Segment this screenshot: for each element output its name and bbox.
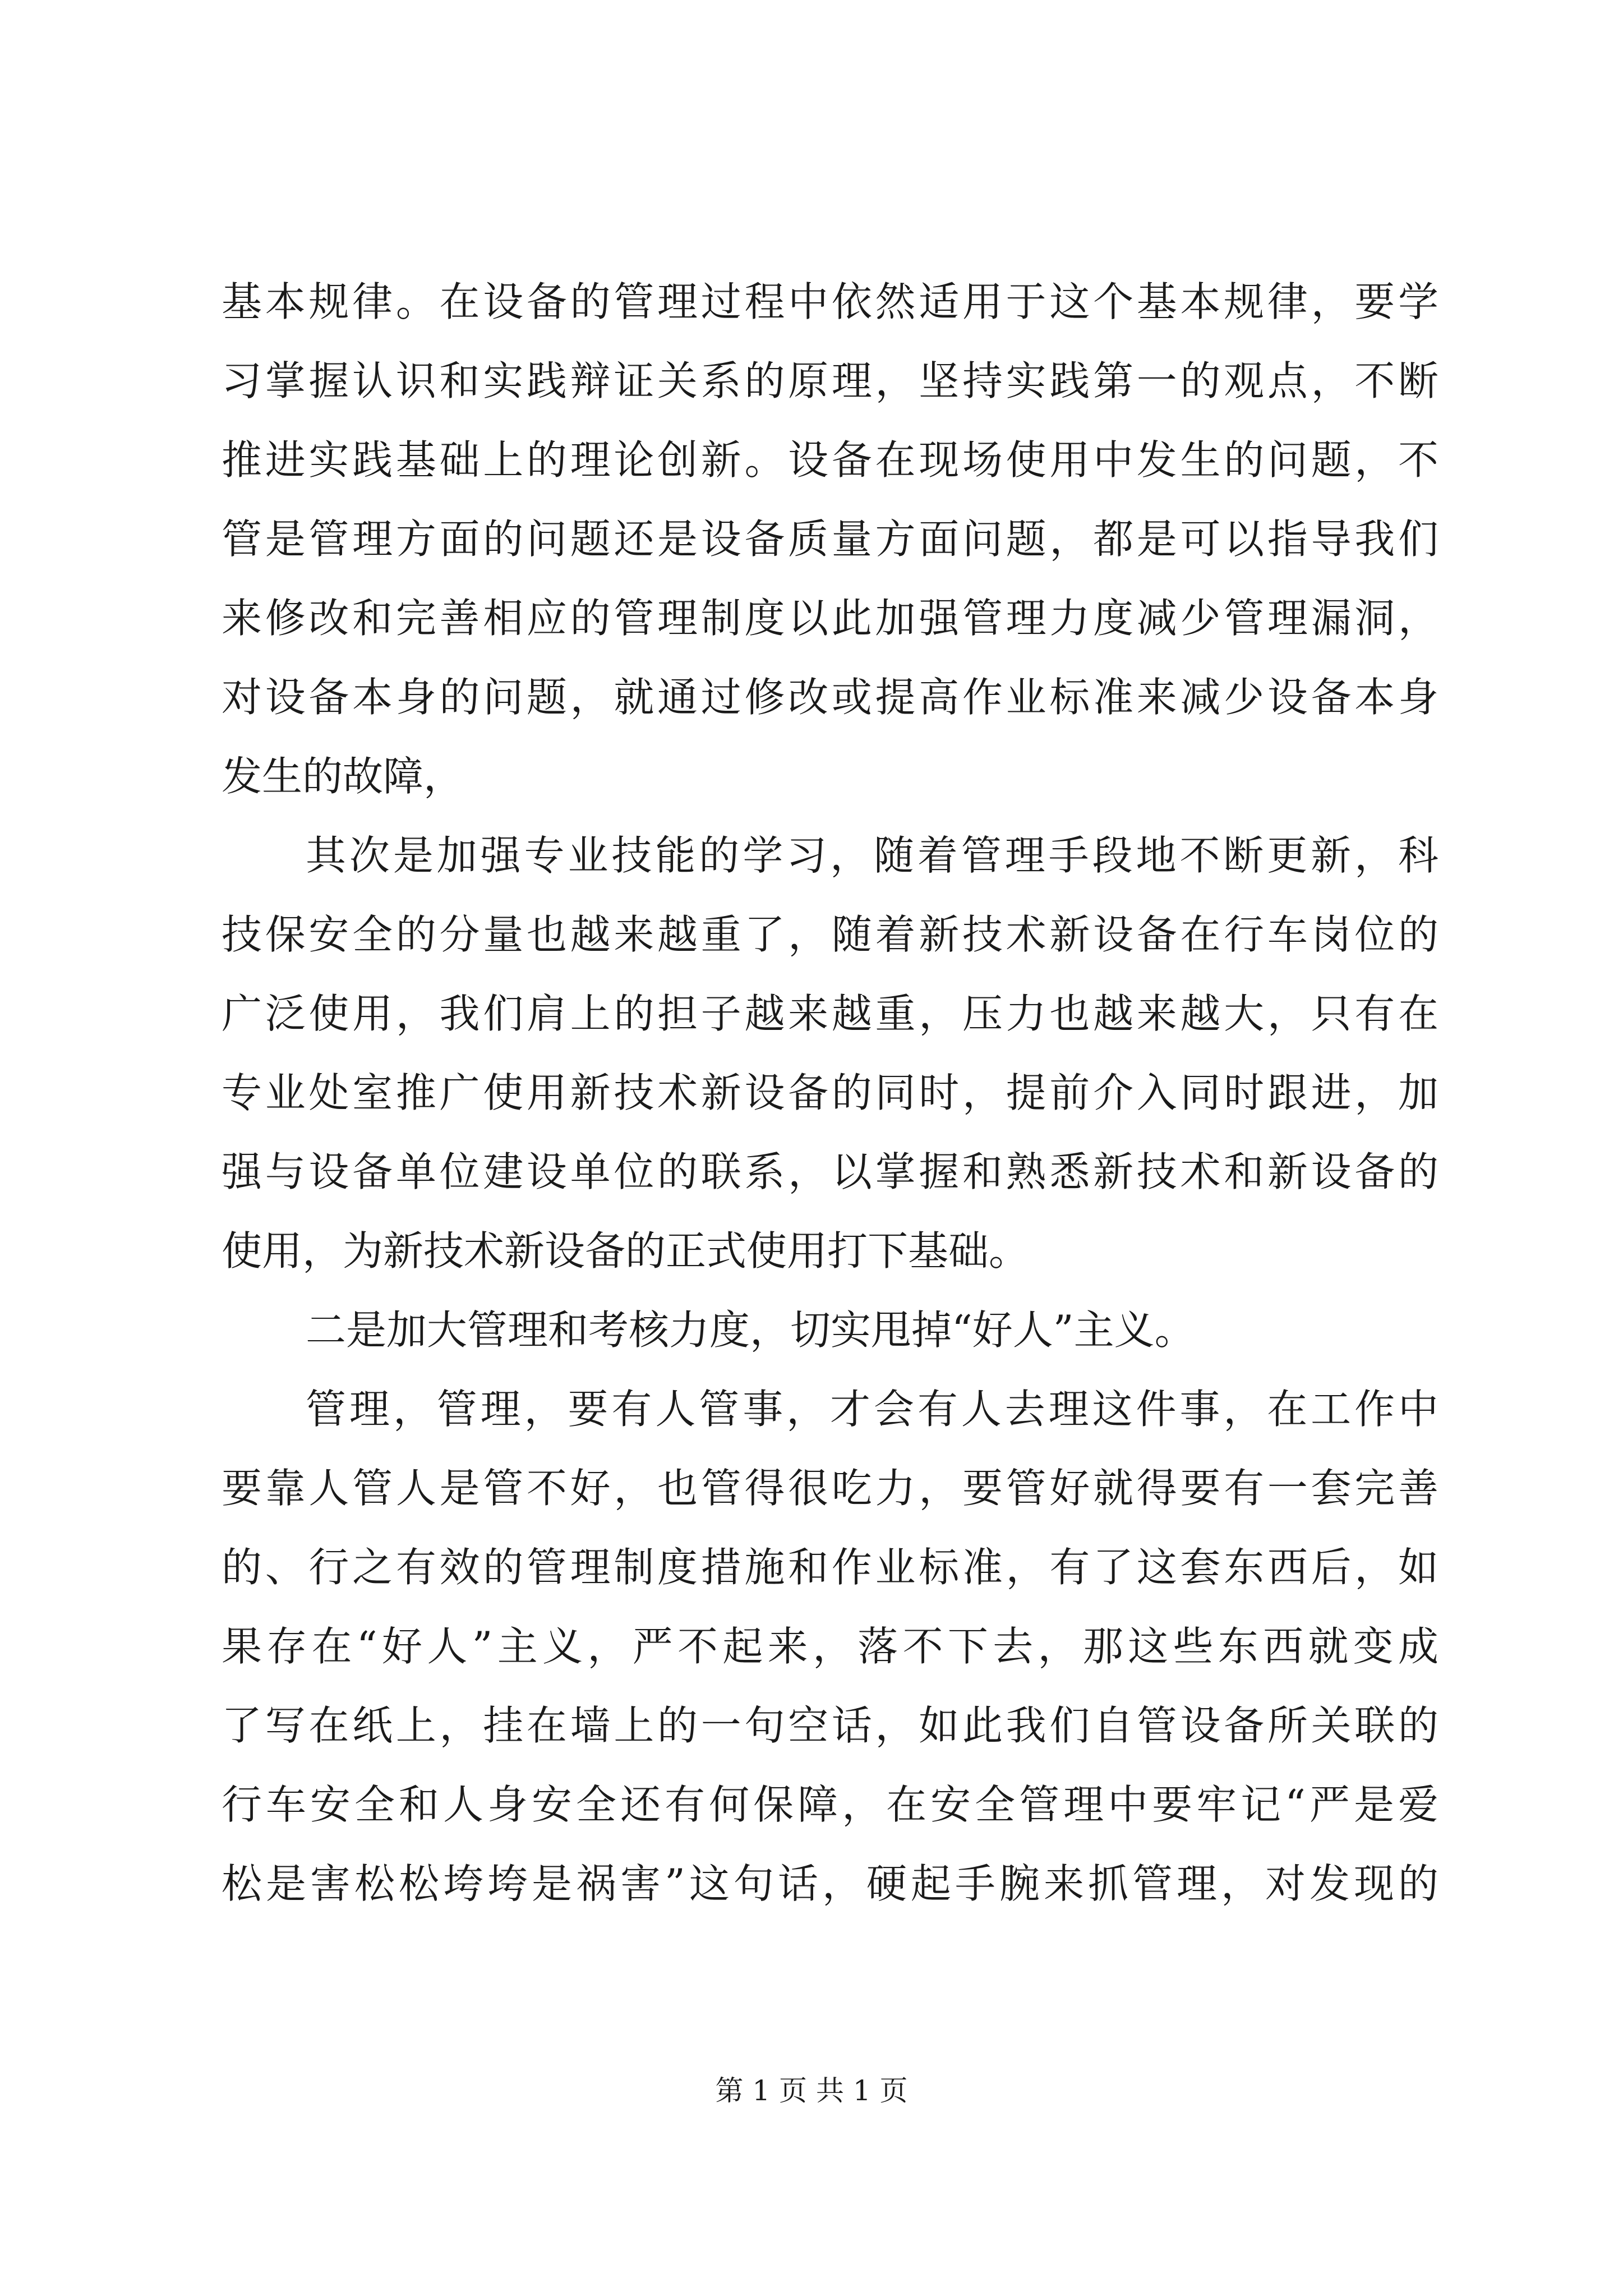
text-line: 松是害松松垮垮是祸害”这句话，硬起手腕来抓管理，对发现的 <box>222 1860 1438 1907</box>
text-line: 广泛使用，我们肩上的担子越来越重，压力也越来越大，只有在 <box>222 990 1438 1037</box>
text-line: 使用，为新技术新设备的正式使用打下基础。 <box>222 1227 1030 1274</box>
text-line: 推进实践基础上的理论创新。设备在现场使用中发生的问题，不 <box>222 436 1438 484</box>
text-line: 基本规律。在设备的管理过程中依然适用于这个基本规律，要学 <box>222 278 1438 325</box>
text-line: 强与设备单位建设单位的联系，以掌握和熟悉新技术和新设备的 <box>222 1148 1438 1195</box>
text-line: 对设备本身的问题，就通过修改或提高作业标准来减少设备本身 <box>222 674 1438 721</box>
text-line: 二是加大管理和考核力度，切实甩掉“好人”主义。 <box>306 1306 1195 1354</box>
text-line: 习掌握认识和实践辩证关系的原理，坚持实践第一的观点，不断 <box>222 357 1438 404</box>
text-line: 的、行之有效的管理制度措施和作业标准，有了这套东西后，如 <box>222 1544 1438 1591</box>
text-line: 管是管理方面的问题还是设备质量方面问题，都是可以指导我们 <box>222 516 1438 563</box>
text-line: 技保安全的分量也越来越重了，随着新技术新设备在行车岗位的 <box>222 911 1438 958</box>
page-footer: 第 1 页 共 1 页 <box>715 2074 908 2107</box>
text-line: 行车安全和人身安全还有何保障，在安全管理中要牢记“严是爱 <box>222 1781 1438 1828</box>
text-line: 了写在纸上，挂在墙上的一句空话，如此我们自管设备所关联的 <box>222 1702 1438 1749</box>
text-line: 其次是加强专业技能的学习，随着管理手段地不断更新，科 <box>306 832 1438 879</box>
text-line: 果存在“好人”主义，严不起来，落不下去，那这些东西就变成 <box>222 1623 1438 1670</box>
text-line: 管理，管理，要有人管事，才会有人去理这件事，在工作中 <box>306 1386 1438 1433</box>
text-line: 要靠人管人是管不好，也管得很吃力，要管好就得要有一套完善 <box>222 1465 1438 1512</box>
text-line: 专业处室推广使用新技术新设备的同时，提前介入同时跟进，加 <box>222 1069 1438 1116</box>
text-line: 发生的故障， <box>222 753 464 800</box>
text-line: 来修改和完善相应的管理制度以此加强管理力度减少管理漏洞， <box>222 595 1438 642</box>
body-text <box>222 263 1438 1924</box>
